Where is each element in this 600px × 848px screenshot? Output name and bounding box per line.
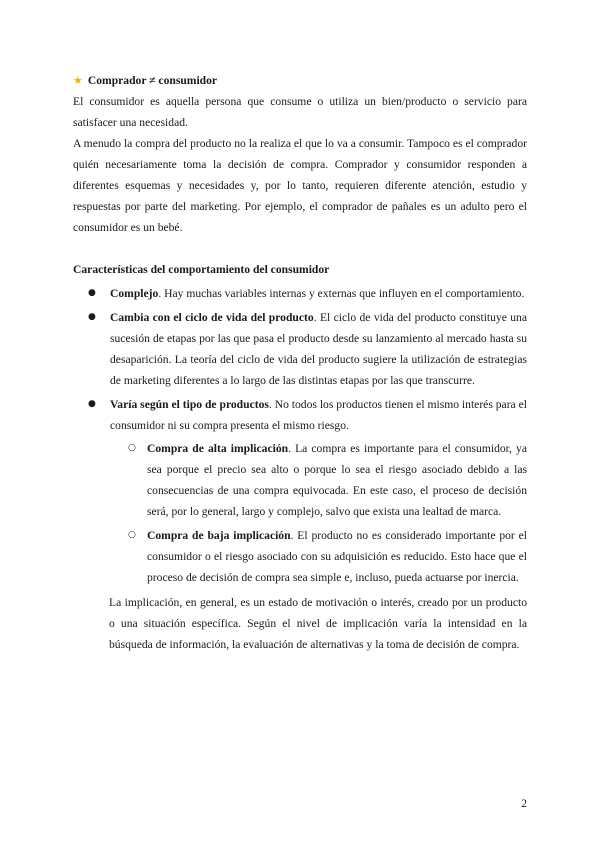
bullet-icon: ● xyxy=(88,312,96,322)
bullet-text: . El ciclo de vida del producto constituye una sucesión de etapas por las que pasa el producto desde su lanzamiento al mercado hasta su desaparición. La teoría del ciclo de vida del producto sugiere la utilización de estrategias de marketing diferentes a lo largo de las distintas etapas por las que transcurre. xyxy=(110,311,527,387)
sub-bullet-text: . El producto no es considerado importante por el consumidor o el riesgo asociado con su adquisición es reducido. Esto hace que el proceso de decisión de compra sea simple e, incluso, pueda actuarse por inercia. xyxy=(147,529,527,584)
bullet-term: Complejo xyxy=(110,287,159,300)
page-number: 2 xyxy=(521,797,527,810)
bullet-text: . Hay muchas variables internas y externas que influyen en el comportamiento. xyxy=(158,287,525,300)
sub-bullet-text: . La compra es importante para el consumidor, ya sea porque el precio sea alto o porque lo sea el riesgo asociado debido a las consecuencias de una compra equivocada. En este caso, el proceso de decisión será, por lo general, largo y complejo, salvo que exista una lealtad de marca. xyxy=(147,442,527,518)
bullet-text: . No todos los productos tienen el mismo interés para el consumidor ni su compra presenta el mismo riesgo. xyxy=(110,398,527,432)
bullet-icon: ● xyxy=(88,288,96,298)
section-title: Características del comportamiento del consumidor xyxy=(73,263,330,276)
intro-paragraph-2: A menudo la compra del producto no la realiza el que lo va a consumir. Tampoco es el comprador quién necesariamente toma la decisión de compra. Comprador y consumidor responden a diferentes esquemas y necesidades y, por lo tanto, requieren diferente atención, estudio y respuestas por parte del marketing. Por ejemplo, el comprador de pañales es un adulto pero el consumidor es un bebé. xyxy=(73,137,527,234)
document-page xyxy=(73,70,527,655)
closing-paragraph: La implicación, en general, es un estado de motivación o interés, creado por un producto o una situación específica. Según el nivel de implicación varía la intensidad en la búsqueda de información, la evaluación de alternativas y la toma de decisión de compra. xyxy=(109,596,527,651)
characteristics-list xyxy=(73,283,527,588)
bullet-icon: ● xyxy=(88,399,96,409)
circle-bullet-icon: ○ xyxy=(128,530,136,540)
sub-bullet-term: Compra de alta implicación xyxy=(147,442,289,455)
bullet-term: Cambia con el ciclo de vida del producto xyxy=(110,311,314,324)
sub-list xyxy=(110,438,527,588)
section-heading xyxy=(73,70,527,91)
spacer xyxy=(73,238,527,259)
list-item xyxy=(73,283,527,304)
sub-bullet-term: Compra de baja implicación xyxy=(147,529,291,542)
list-item xyxy=(73,394,527,588)
bullet-term: Varía según el tipo de productos xyxy=(110,398,269,411)
heading-text: Comprador ≠ consumidor xyxy=(87,74,218,87)
list-item xyxy=(73,307,527,391)
intro-paragraph-1: El consumidor es aquella persona que consume o utiliza un bien/producto o servicio para satisfacer una necesidad. xyxy=(73,95,527,129)
sub-list-item xyxy=(110,438,527,522)
circle-bullet-icon: ○ xyxy=(128,443,136,453)
star-icon: ★ xyxy=(73,74,83,87)
sub-list-item xyxy=(110,525,527,588)
